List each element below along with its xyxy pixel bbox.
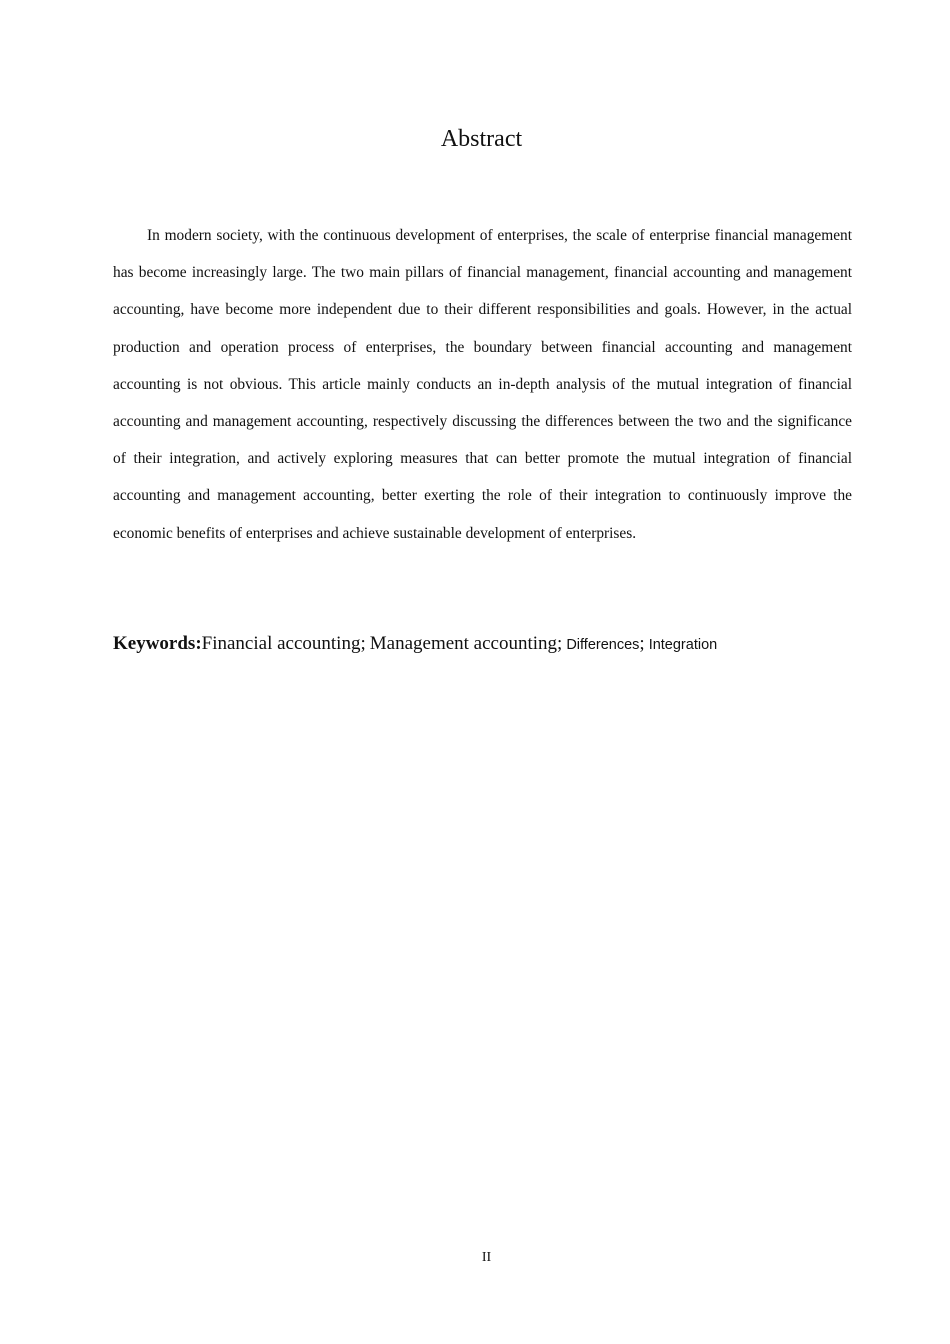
page-number: II xyxy=(481,1250,492,1265)
keyword-separator: ; xyxy=(639,633,645,654)
keyword-item: Integration xyxy=(648,637,718,653)
keywords-label: Keywords: xyxy=(113,633,202,654)
keywords-line xyxy=(113,630,873,659)
keyword-item: Differences xyxy=(566,637,640,653)
keyword-separator: ; xyxy=(360,633,366,654)
keyword-separator: ; xyxy=(557,633,563,654)
keyword-item: Financial accounting xyxy=(201,633,361,654)
keyword-item: Management accounting xyxy=(369,633,558,654)
abstract-paragraph: In modern society, with the continuous development of enterprises, the scale of enterprise financial management has become increasingly large. The two main pillars of financial management, financial accounting and management accounting, have become more independent due to their different responsibilities and goals. However, in the actual production and operation process of enterprises, the boundary between financial accounting and management accounting is not obvious. This article mainly conducts an in-depth analysis of the mutual integration of financial accounting and management accounting, respectively discussing the differences between the two and the significance of their integration, and actively exploring measures that can better promote the mutual integration of financial accounting and management accounting, better exerting the role of their integration to continuously improve the economic benefits of enterprises and achieve sustainable development of enterprises. xyxy=(113,227,852,542)
page-title: Abstract xyxy=(440,126,523,152)
